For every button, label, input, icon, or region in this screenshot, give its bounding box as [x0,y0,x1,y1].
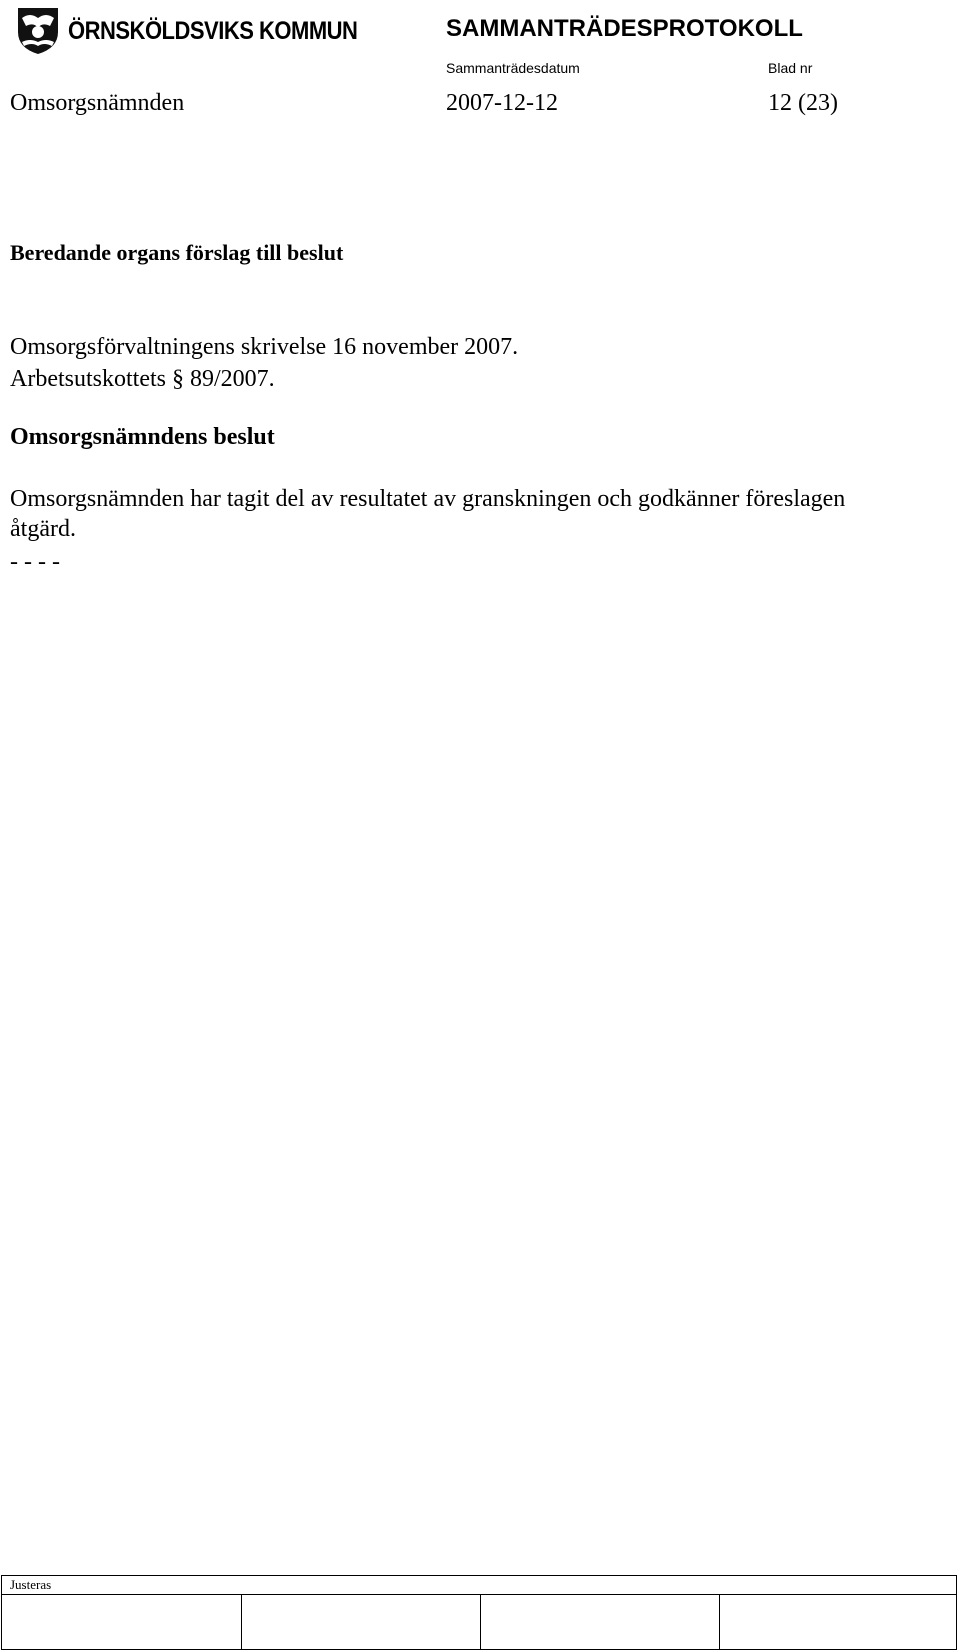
signature-table [1,1575,957,1650]
coat-of-arms-icon [12,4,64,56]
signature-label-row [2,1576,956,1595]
signature-cell-divider [241,1594,242,1649]
date-label: Sammanträdesdatum [446,60,580,76]
decision-line-1: Omsorgsnämnden har tagit del av resultatet av granskningen och godkänner föreslagen [10,486,846,512]
page-label: Blad nr [768,60,813,76]
proposal-heading: Beredande organs förslag till beslut [10,240,344,265]
municipality-logo [12,4,358,56]
proposal-line-1: Omsorgsförvaltningens skrivelse 16 november 2007. [10,334,519,360]
end-marker: - - - - [10,549,60,575]
justeras-label: Justeras [10,1577,52,1592]
decision-line-2: åtgärd. [10,516,76,542]
logo-text: ÖRNSKÖLDSVIKS KOMMUN [68,16,358,45]
decision-heading: Omsorgsnämndens beslut [10,424,275,450]
proposal-line-2: Arbetsutskottets § 89/2007. [10,366,275,392]
committee-name: Omsorgsnämnden [10,90,185,116]
document-type: SAMMANTRÄDESPROTOKOLL [446,15,803,42]
meeting-date: 2007-12-12 [446,90,558,116]
signature-cell-divider [719,1594,720,1649]
signature-cell-divider [480,1594,481,1649]
page-number: 12 (23) [768,90,838,116]
